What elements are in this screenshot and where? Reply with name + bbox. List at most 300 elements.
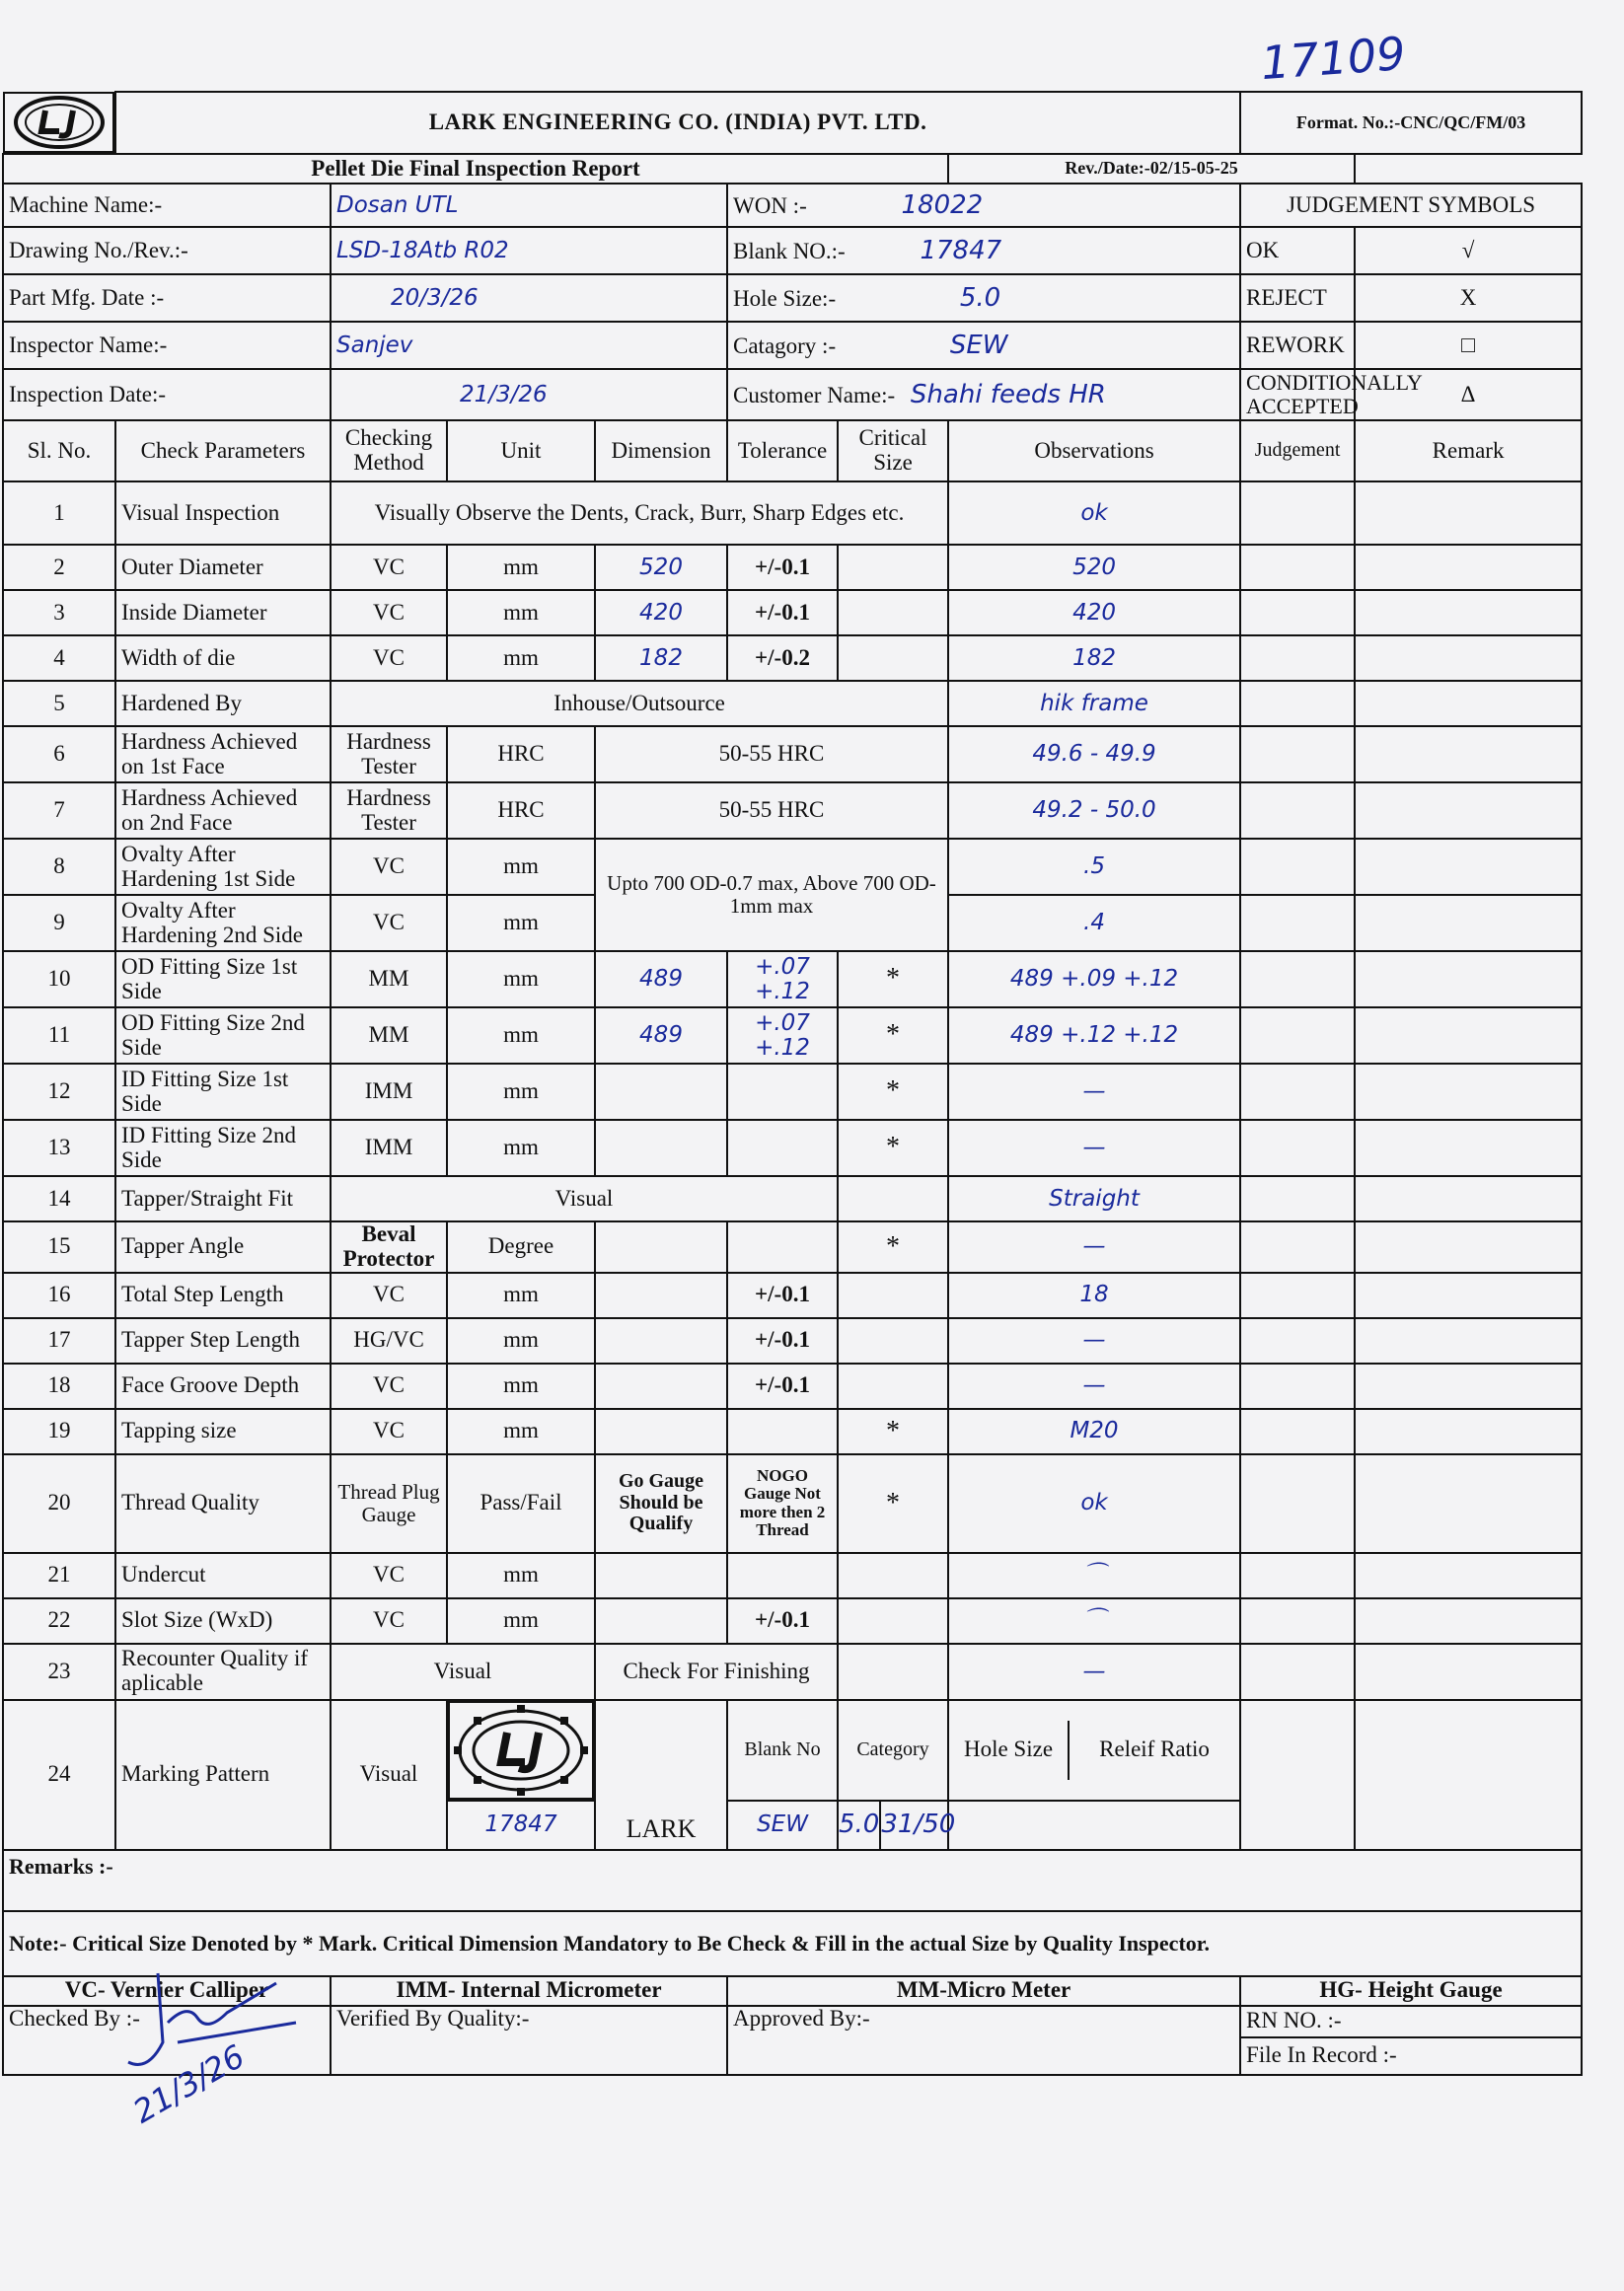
unit: mm <box>447 1598 595 1644</box>
dimension-value <box>595 1364 727 1409</box>
critical-size: * <box>838 1120 948 1176</box>
page-number: 17109 <box>1259 26 1408 91</box>
table-row <box>3 545 1582 590</box>
unit: mm <box>447 1007 595 1064</box>
tolerance-value <box>727 1553 838 1598</box>
observation-value: .4 <box>948 895 1240 951</box>
table-row <box>3 726 1582 782</box>
check-parameter: ID Fitting Size 2nd Side <box>115 1120 331 1176</box>
checking-method: VC <box>331 545 447 590</box>
legend-imm: IMM- Internal Micrometer <box>331 1976 727 2006</box>
judgement-cell <box>1240 1598 1355 1644</box>
table-row <box>3 1176 1582 1221</box>
row-number: 24 <box>3 1700 115 1850</box>
check-parameter: Tapper Step Length <box>115 1318 331 1364</box>
observation-value: ok <box>948 1454 1240 1553</box>
check-parameter: Tapper/Straight Fit <box>115 1176 331 1221</box>
checking-method: VC <box>331 590 447 635</box>
file-in-record-label: File In Record :- <box>1240 2037 1582 2075</box>
tolerance-value: +/-0.1 <box>727 545 838 590</box>
table-row <box>3 590 1582 635</box>
table-row <box>3 951 1582 1007</box>
symbol-conditional-icon: Δ <box>1355 369 1582 420</box>
table-row <box>3 1273 1582 1318</box>
observation-value: — <box>948 1221 1240 1273</box>
row-number: 18 <box>3 1364 115 1409</box>
checking-method: Hardness Tester <box>331 782 447 839</box>
unit: HRC <box>447 726 595 782</box>
critical-size: * <box>838 1221 948 1273</box>
dimension-value: 420 <box>595 590 727 635</box>
observation-value: — <box>948 1644 1240 1700</box>
check-parameter: OD Fitting Size 1st Side <box>115 951 331 1007</box>
row-number: 1 <box>3 481 115 545</box>
checking-method: Beval Protector <box>331 1221 447 1273</box>
observation-value: M20 <box>948 1409 1240 1454</box>
judgement-cell <box>1240 481 1355 545</box>
check-parameter: Ovalty After Hardening 2nd Side <box>115 895 331 951</box>
observation-value: ⌒ <box>948 1598 1240 1644</box>
unit: mm <box>447 1409 595 1454</box>
machine-name-value: Dosan UTL <box>331 184 727 227</box>
judgement-cell <box>1240 1644 1355 1700</box>
remark-cell <box>1355 839 1582 895</box>
observation-value: — <box>948 1120 1240 1176</box>
row-number: 20 <box>3 1454 115 1553</box>
specification: Inhouse/Outsource <box>331 681 948 726</box>
part-mfg-date-label: Part Mfg. Date :- <box>3 274 331 322</box>
judgement-cell <box>1240 590 1355 635</box>
row-number: 14 <box>3 1176 115 1221</box>
observation-value: 49.6 - 49.9 <box>948 726 1240 782</box>
legend-hg: HG- Height Gauge <box>1240 1976 1582 2006</box>
judgement-cell <box>1240 1454 1355 1553</box>
marking-values-cell <box>838 1801 956 1850</box>
remark-cell <box>1355 1700 1582 1850</box>
marking-hole-size-value: 5.0 <box>839 1802 881 1849</box>
critical-size <box>838 1553 948 1598</box>
judgement-cell <box>1240 1007 1355 1064</box>
unit: mm <box>447 1318 595 1364</box>
tolerance-value: +/-0.1 <box>727 590 838 635</box>
check-parameter: Hardness Achieved on 1st Face <box>115 726 331 782</box>
checking-method: VC <box>331 1409 447 1454</box>
dimension-value: 489 <box>595 1007 727 1064</box>
checking-method: VC <box>331 635 447 681</box>
table-row <box>3 635 1582 681</box>
remark-cell <box>1355 895 1582 951</box>
check-parameter: Thread Quality <box>115 1454 331 1553</box>
checking-method: VC <box>331 895 447 951</box>
dimension-value: Go Gauge Should be Qualify <box>595 1454 727 1553</box>
unit: mm <box>447 1064 595 1120</box>
remark-cell <box>1355 1007 1582 1064</box>
col-unit: Unit <box>447 420 595 481</box>
checking-method: VC <box>331 1273 447 1318</box>
check-parameter: Inside Diameter <box>115 590 331 635</box>
blank-no-field <box>727 227 1240 274</box>
unit: mm <box>447 590 595 635</box>
table-row <box>3 1221 1582 1273</box>
dimension-value: 182 <box>595 635 727 681</box>
observation-value: 182 <box>948 635 1240 681</box>
table-row <box>3 1120 1582 1176</box>
row-number: 21 <box>3 1553 115 1598</box>
marking-blank-no-label: Blank No <box>727 1700 838 1801</box>
tolerance-value <box>727 1221 838 1273</box>
hole-size-label: Hole Size:- <box>733 285 837 311</box>
check-parameter: Width of die <box>115 635 331 681</box>
remark-cell <box>1355 1553 1582 1598</box>
table-row <box>3 1364 1582 1409</box>
dimension-value <box>595 1221 727 1273</box>
critical-size: * <box>838 1409 948 1454</box>
row-number: 8 <box>3 839 115 895</box>
remark-cell <box>1355 1364 1582 1409</box>
drawing-no-label: Drawing No./Rev.:- <box>3 227 331 274</box>
observation-value: .5 <box>948 839 1240 895</box>
marking-relief-label: Releif Ratio <box>1099 1737 1210 1762</box>
row-number: 3 <box>3 590 115 635</box>
tolerance-value: +/-0.1 <box>727 1598 838 1644</box>
table-row <box>3 1409 1582 1454</box>
remark-cell <box>1355 1176 1582 1221</box>
dimension-value <box>595 1120 727 1176</box>
lark-logo-icon <box>12 94 107 151</box>
critical-size <box>838 1318 948 1364</box>
checking-method: VC <box>331 1598 447 1644</box>
unit: mm <box>447 839 595 895</box>
tolerance-value: +/-0.2 <box>727 635 838 681</box>
company-logo <box>3 92 114 153</box>
rn-no-label: RN NO. :- <box>1240 2006 1582 2037</box>
checking-method: Visual <box>331 1644 595 1700</box>
critical-size <box>838 635 948 681</box>
col-tolerance: Tolerance <box>727 420 838 481</box>
col-checking-method: Checking Method <box>331 420 447 481</box>
judgement-cell <box>1240 726 1355 782</box>
observation-value: hik frame <box>948 681 1240 726</box>
legend-vc: VC- Vernier Calliper <box>3 1976 331 2006</box>
inspector-name-label: Inspector Name:- <box>3 322 331 369</box>
table-row <box>3 1553 1582 1598</box>
observation-value: — <box>948 1318 1240 1364</box>
symbol-rework-icon: □ <box>1355 322 1582 369</box>
tolerance-value: +.07 +.12 <box>727 951 838 1007</box>
marking-blank-no-value: 17847 <box>447 1801 595 1850</box>
observation-value: 489 +.09 +.12 <box>948 951 1240 1007</box>
check-parameter: Recounter Quality if aplicable <box>115 1644 331 1700</box>
inspection-date-value: 21/3/26 <box>331 369 727 420</box>
inspection-date-label: Inspection Date:- <box>3 369 331 420</box>
judgement-cell <box>1240 1409 1355 1454</box>
remark-cell <box>1355 1318 1582 1364</box>
unit: mm <box>447 1364 595 1409</box>
judgement-cell <box>1240 782 1355 839</box>
unit: mm <box>447 1120 595 1176</box>
critical-note: Note:- Critical Size Denoted by * Mark. Critical Dimension Mandatory to Be Check & Fill in the actual Size by Quality Inspector. <box>3 1911 1582 1976</box>
inspection-form <box>2 91 1583 2076</box>
check-parameter: Hardened By <box>115 681 331 726</box>
unit: Pass/Fail <box>447 1454 595 1553</box>
judgement-cell <box>1240 545 1355 590</box>
blank-no-value: 17847 <box>920 235 1002 265</box>
unit: mm <box>447 895 595 951</box>
specification: Visual <box>331 1176 838 1221</box>
tolerance-value <box>727 1409 838 1454</box>
won-label: WON :- <box>733 192 807 218</box>
dimension-value <box>595 1273 727 1318</box>
category-label: Catagory :- <box>733 333 837 358</box>
marking-lark-text: LARK <box>595 1700 727 1850</box>
check-parameter: OD Fitting Size 2nd Side <box>115 1007 331 1064</box>
verified-by-label: Verified By Quality:- <box>331 2006 727 2075</box>
observation-value: — <box>948 1364 1240 1409</box>
check-parameter: Slot Size (WxD) <box>115 1598 331 1644</box>
row-number: 19 <box>3 1409 115 1454</box>
row-number: 12 <box>3 1064 115 1120</box>
row-number: 9 <box>3 895 115 951</box>
hole-size-field <box>727 274 1240 322</box>
judgement-cell <box>1240 1221 1355 1273</box>
critical-size <box>838 590 948 635</box>
judgement-cell <box>1240 1700 1355 1850</box>
dimension-value: 489 <box>595 951 727 1007</box>
customer-name-value: Shahi feeds HR <box>910 379 1106 409</box>
dimension-value: 520 <box>595 545 727 590</box>
checker-signature <box>118 1963 316 2131</box>
unit: mm <box>447 545 595 590</box>
unit: mm <box>447 1553 595 1598</box>
remark-cell <box>1355 1221 1582 1273</box>
format-no: Format. No.:-CNC/QC/FM/03 <box>1240 92 1582 154</box>
col-remark: Remark <box>1355 420 1582 481</box>
unit: mm <box>447 1273 595 1318</box>
remark-cell <box>1355 635 1582 681</box>
checking-method: Visual <box>331 1700 447 1850</box>
critical-size <box>838 1176 948 1221</box>
won-field <box>727 184 1240 227</box>
remark-cell <box>1355 1409 1582 1454</box>
remark-cell <box>1355 681 1582 726</box>
signature-date: 21/3/26 <box>126 2036 252 2131</box>
row-number: 23 <box>3 1644 115 1700</box>
judgement-cell <box>1240 951 1355 1007</box>
critical-size: * <box>838 1454 948 1553</box>
symbol-reject-icon: X <box>1355 274 1582 322</box>
critical-size <box>838 1273 948 1318</box>
marking-logo <box>448 1701 594 1800</box>
company-name: LARK ENGINEERING CO. (INDIA) PVT. LTD. <box>115 92 1240 154</box>
judgement-cell <box>1240 1064 1355 1120</box>
table-row <box>3 681 1582 726</box>
critical-size <box>838 1644 948 1700</box>
specification: Visually Observe the Dents, Crack, Burr, Sharp Edges etc. <box>331 481 948 545</box>
judgement-cell <box>1240 895 1355 951</box>
col-check-parameters: Check Parameters <box>115 420 331 481</box>
remark-cell <box>1355 590 1582 635</box>
row-number: 10 <box>3 951 115 1007</box>
table-row <box>3 1598 1582 1644</box>
blank-no-label: Blank NO.:- <box>733 238 846 263</box>
machine-name-label: Machine Name:- <box>3 184 331 227</box>
table-row <box>3 1318 1582 1364</box>
hole-size-value: 5.0 <box>959 282 1001 313</box>
judgement-cell <box>1240 1120 1355 1176</box>
checking-method: HG/VC <box>331 1318 447 1364</box>
category-field <box>727 322 1240 369</box>
remark-cell <box>1355 951 1582 1007</box>
table-row <box>3 782 1582 839</box>
row-number: 6 <box>3 726 115 782</box>
judgement-cell <box>1240 681 1355 726</box>
specification: 50-55 HRC <box>595 726 948 782</box>
check-parameter: Outer Diameter <box>115 545 331 590</box>
tolerance-value: +/-0.1 <box>727 1318 838 1364</box>
judgement-cell <box>1240 1364 1355 1409</box>
remark-cell <box>1355 1454 1582 1553</box>
table-row <box>3 1700 1582 1801</box>
symbol-reject-label: REJECT <box>1240 274 1355 322</box>
row-number: 16 <box>3 1273 115 1318</box>
tolerance-value <box>727 1064 838 1120</box>
checking-method: IMM <box>331 1120 447 1176</box>
check-parameter: Undercut <box>115 1553 331 1598</box>
row-number: 22 <box>3 1598 115 1644</box>
marking-category-label: Category <box>838 1700 948 1801</box>
dimension-value <box>595 1318 727 1364</box>
remark-cell <box>1355 1644 1582 1700</box>
checking-method: MM <box>331 1007 447 1064</box>
tolerance-value: +/-0.1 <box>727 1364 838 1409</box>
observation-value: 489 +.12 +.12 <box>948 1007 1240 1064</box>
observation-value: 18 <box>948 1273 1240 1318</box>
remark-cell <box>1355 1064 1582 1120</box>
tolerance-value <box>727 1120 838 1176</box>
critical-size <box>838 545 948 590</box>
check-parameter: Total Step Length <box>115 1273 331 1318</box>
marking-hole-size-label: Hole Size <box>949 1721 1070 1780</box>
tolerance-value: +.07 +.12 <box>727 1007 838 1064</box>
judgement-cell <box>1240 635 1355 681</box>
symbol-rework-label: REWORK <box>1240 322 1355 369</box>
check-parameter: Marking Pattern <box>115 1700 331 1850</box>
row-number: 2 <box>3 545 115 590</box>
table-row <box>3 1007 1582 1064</box>
table-row <box>3 1644 1582 1700</box>
row-number: 5 <box>3 681 115 726</box>
report-title: Pellet Die Final Inspection Report <box>3 154 948 184</box>
observation-value: ⌒ <box>948 1553 1240 1598</box>
col-sl-no: Sl. No. <box>3 420 115 481</box>
dimension-value <box>595 1598 727 1644</box>
checking-method: MM <box>331 951 447 1007</box>
row-number: 15 <box>3 1221 115 1273</box>
judgement-cell <box>1240 1273 1355 1318</box>
col-critical-size: Critical Size <box>838 420 948 481</box>
unit: mm <box>447 635 595 681</box>
tolerance-value: NOGO Gauge Not more then 2 Thread <box>727 1454 838 1553</box>
remark-cell <box>1355 481 1582 545</box>
judgement-cell <box>1240 1553 1355 1598</box>
remark-cell <box>1355 545 1582 590</box>
row-number: 11 <box>3 1007 115 1064</box>
observation-value: — <box>948 1064 1240 1120</box>
checking-method: VC <box>331 1364 447 1409</box>
critical-size: * <box>838 1007 948 1064</box>
table-row <box>3 1454 1582 1553</box>
customer-name-field <box>727 369 1240 420</box>
drawing-no-value: LSD-18Atb R02 <box>331 227 727 274</box>
checked-by-label: Checked By :- <box>3 2006 331 2075</box>
checking-method: VC <box>331 1553 447 1598</box>
legend-mm: MM-Micro Meter <box>727 1976 1240 2006</box>
critical-size <box>838 1364 948 1409</box>
part-mfg-date-value: 20/3/26 <box>331 274 727 322</box>
approved-by-label: Approved By:- <box>727 2006 1240 2075</box>
checking-method: VC <box>331 839 447 895</box>
marking-relief-value: 31/50 <box>881 1810 956 1840</box>
dimension-value <box>595 1409 727 1454</box>
marking-labels-cell <box>948 1700 1240 1801</box>
remark-cell <box>1355 1120 1582 1176</box>
remark-cell <box>1355 1273 1582 1318</box>
inspector-name-value: Sanjev <box>331 322 727 369</box>
row-number: 13 <box>3 1120 115 1176</box>
tolerance-value: +/-0.1 <box>727 1273 838 1318</box>
dimension-value <box>595 1064 727 1120</box>
check-parameter: Visual Inspection <box>115 481 331 545</box>
unit: HRC <box>447 782 595 839</box>
checking-method: Thread Plug Gauge <box>331 1454 447 1553</box>
remarks-label: Remarks :- <box>3 1850 1582 1911</box>
table-row <box>3 839 1582 895</box>
table-row <box>3 1064 1582 1120</box>
symbol-ok-label: OK <box>1240 227 1355 274</box>
check-parameter: Face Groove Depth <box>115 1364 331 1409</box>
observation-value: Straight <box>948 1176 1240 1221</box>
ovalty-specification: Upto 700 OD-0.7 max, Above 700 OD-1mm max <box>595 839 948 951</box>
remark-cell <box>1355 782 1582 839</box>
marking-category-value: SEW <box>727 1801 838 1850</box>
check-parameter: Hardness Achieved on 2nd Face <box>115 782 331 839</box>
col-dimension: Dimension <box>595 420 727 481</box>
check-parameter: Tapper Angle <box>115 1221 331 1273</box>
judgement-cell <box>1240 839 1355 895</box>
category-value: SEW <box>949 330 1008 360</box>
won-value: 18022 <box>901 189 984 220</box>
remark-cell <box>1355 726 1582 782</box>
col-judgement: Judgement <box>1240 420 1355 481</box>
symbol-conditional-label: CONDITIONALLY ACCEPTED <box>1240 369 1355 420</box>
observation-value: 520 <box>948 545 1240 590</box>
checking-method: Hardness Tester <box>331 726 447 782</box>
gear-logo-icon <box>452 1703 590 1798</box>
observation-value: ok <box>948 481 1240 545</box>
specification: 50-55 HRC <box>595 782 948 839</box>
unit: mm <box>447 951 595 1007</box>
critical-size <box>838 1598 948 1644</box>
unit: Degree <box>447 1221 595 1273</box>
check-parameter: Tapping size <box>115 1409 331 1454</box>
remark-cell <box>1355 1598 1582 1644</box>
judgement-cell <box>1240 1318 1355 1364</box>
checking-method: IMM <box>331 1064 447 1120</box>
observation-value: 49.2 - 50.0 <box>948 782 1240 839</box>
judgement-symbols-title: JUDGEMENT SYMBOLS <box>1240 184 1582 227</box>
dimension-value <box>595 1553 727 1598</box>
col-observations: Observations <box>948 420 1240 481</box>
